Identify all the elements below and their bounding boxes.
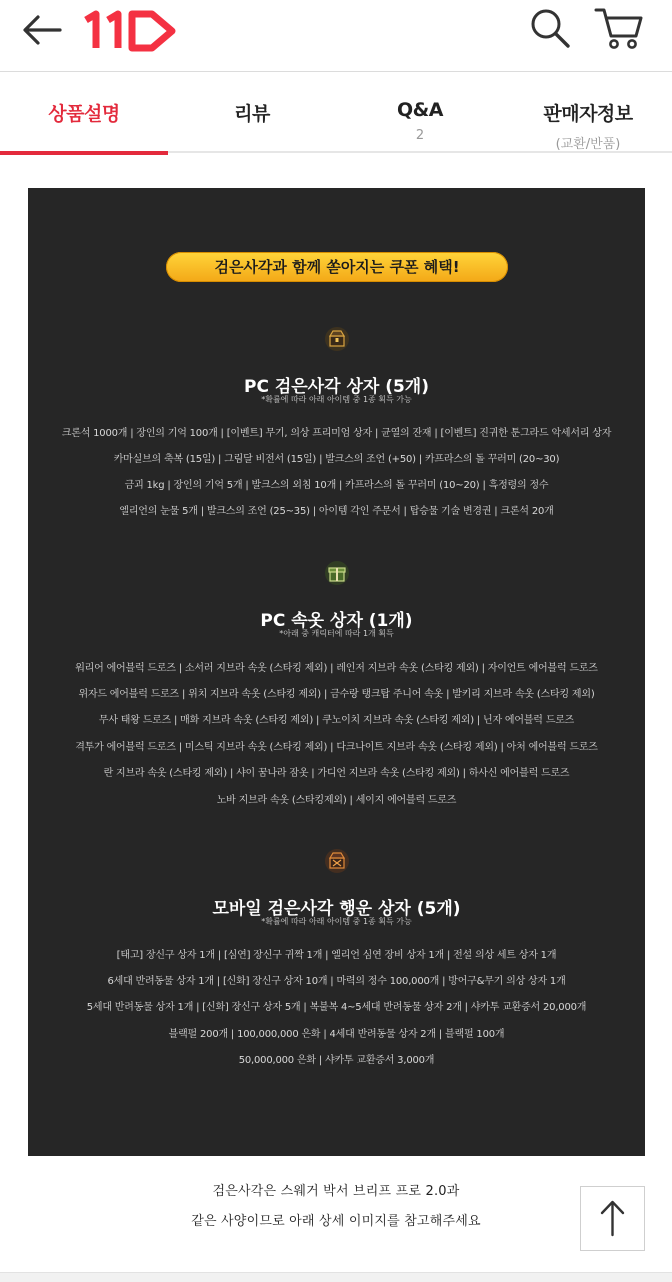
tab-qna[interactable]: [336, 73, 504, 153]
scroll-to-top-button[interactable]: [580, 1186, 645, 1251]
section-title: PC 속옷 상자 (1개): [260, 611, 413, 631]
tab-label: 상품설명: [48, 103, 120, 125]
reward-list-line: 워리어 에어블럭 드로즈 | 소서러 지브라 속옷 (스타킹 제외) | 레인저 지브라 속옷 (스타킹 제외) | 자이언트 에어블럭 드로즈: [75, 663, 598, 674]
section-title: PC 검은사각 상자 (5개): [243, 377, 429, 397]
product-tabs: [0, 73, 672, 153]
arrow-up-icon: [581, 1187, 644, 1250]
product-description-banner: [28, 188, 645, 1156]
tab-label: 리뷰: [234, 103, 270, 125]
tab-seller-info[interactable]: [504, 73, 672, 153]
reward-list-line: 카마실브의 축복 (15일) | 그림달 비전서 (15일) | 발크스의 조언 (+50) | 카프라스의 돌 꾸러미 (20~30): [113, 454, 560, 465]
coupon-headline: 검은사각과 함께 쏟아지는 쿠폰 혜택!: [166, 252, 508, 282]
spec-note-line: 같은 사양이므로 아래 상세 이미지를 참고해주세요: [191, 1214, 481, 1229]
gift-box-icon: [324, 560, 350, 586]
arrow-left-icon[interactable]: [16, 10, 66, 50]
reward-list-line: 금괴 1kg | 장인의 기억 5개 | 발크스의 외침 10개 | 카프라스의 돌 꾸러미 (10~20) | 흑정령의 정수: [124, 480, 549, 491]
section-title: 모바일 검은사각 행운 상자 (5개): [212, 899, 461, 919]
reward-list-line: 6세대 반려동물 상자 1개 | [신화] 장신구 상자 10개 | 마력의 정수 100,000개 | 방어구&무기 의상 상자 1개: [107, 976, 566, 987]
tab-label: Q&A: [397, 99, 443, 121]
tab-sublabel: (교환/반품): [555, 137, 621, 152]
section-note: *확률에 따라 아래 아이템 중 1종 획득 가능: [261, 395, 412, 404]
reward-list-line: 란 지브라 속옷 (스타킹 제외) | 샤이 꿈나라 잠옷 | 가디언 지브라 속옷 (스타킹 제외) | 하사신 에어블럭 드로즈: [103, 768, 570, 779]
reward-list-line: 무사 태왕 드로즈 | 매화 지브라 속옷 (스타킹 제외) | 쿠노이치 지브라 속옷 (스타킹 제외) | 닌자 에어블럭 드로즈: [98, 715, 575, 726]
reward-list-line: 위자드 에어블럭 드로즈 | 위치 지브라 속옷 (스타킹 제외) | 금수랑 탱크탑 주니어 속옷 | 발키리 지브라 속옷 (스타킹 제외): [78, 689, 595, 700]
tab-label: 판매자정보: [543, 103, 633, 125]
reward-list-line: 격투가 에어블럭 드로즈 | 미스틱 지브라 속옷 (스타킹 제외) | 다크나이트 지브라 속옷 (스타킹 제외) | 아처 에어블럭 드로즈: [75, 742, 598, 753]
reward-list-line: 노바 지브라 속옷 (스타킹제외) | 세이지 에어블럭 드로즈: [216, 795, 457, 806]
top-header: [0, 0, 672, 72]
tab-product-description[interactable]: [0, 73, 168, 153]
reward-list-line: 엘리언의 눈물 5개 | 발크스의 조언 (25~35) | 아이템 각인 주문서 | 탑승물 기술 변경권 | 크론석 20개: [119, 506, 554, 517]
reward-list-line: 크론석 1000개 | 장인의 기억 100개 | [이벤트] 무기, 의상 프리미엄 상자 | 균열의 잔재 | [이벤트] 진귀한 툰그라드 악세서리 상자: [61, 428, 612, 439]
reward-list-line: [태고] 장신구 상자 1개 | [심연] 장신구 귀짝 1개 | 엘리언 심연 장비 상자 1개 | 전설 의상 세트 상자 1개: [116, 950, 557, 961]
reward-list-line: 50,000,000 은화 | 샤카투 교환증서 3,000개: [238, 1055, 435, 1066]
spec-note-line: 검은사각은 스웨거 박서 브리프 프로 2.0과: [212, 1184, 460, 1199]
treasure-box-icon: [324, 848, 350, 874]
tab-count: 2: [415, 128, 425, 143]
search-icon[interactable]: [526, 6, 574, 50]
section-note: *아래 중 캐릭터에 따라 1개 획득: [279, 629, 394, 638]
tab-reviews[interactable]: [168, 73, 336, 153]
treasure-box-icon: [324, 326, 350, 352]
section-note: *확률에 따라 아래 아이템 중 1종 획득 가능: [261, 917, 412, 926]
cart-icon[interactable]: [592, 4, 646, 52]
reward-list-line: 5세대 반려동물 상자 1개 | [신화] 장신구 상자 5개 | 복불복 4~5세대 반려동물 상자 2개 | 샤카투 교환증서 20,000개: [86, 1002, 587, 1013]
bottom-divider: [0, 1272, 672, 1282]
11st-logo-icon[interactable]: [82, 4, 182, 54]
reward-list-line: 블랙펄 200개 | 100,000,000 은화 | 4세대 반려동물 상자 2개 | 블랙펄 100개: [168, 1029, 505, 1040]
